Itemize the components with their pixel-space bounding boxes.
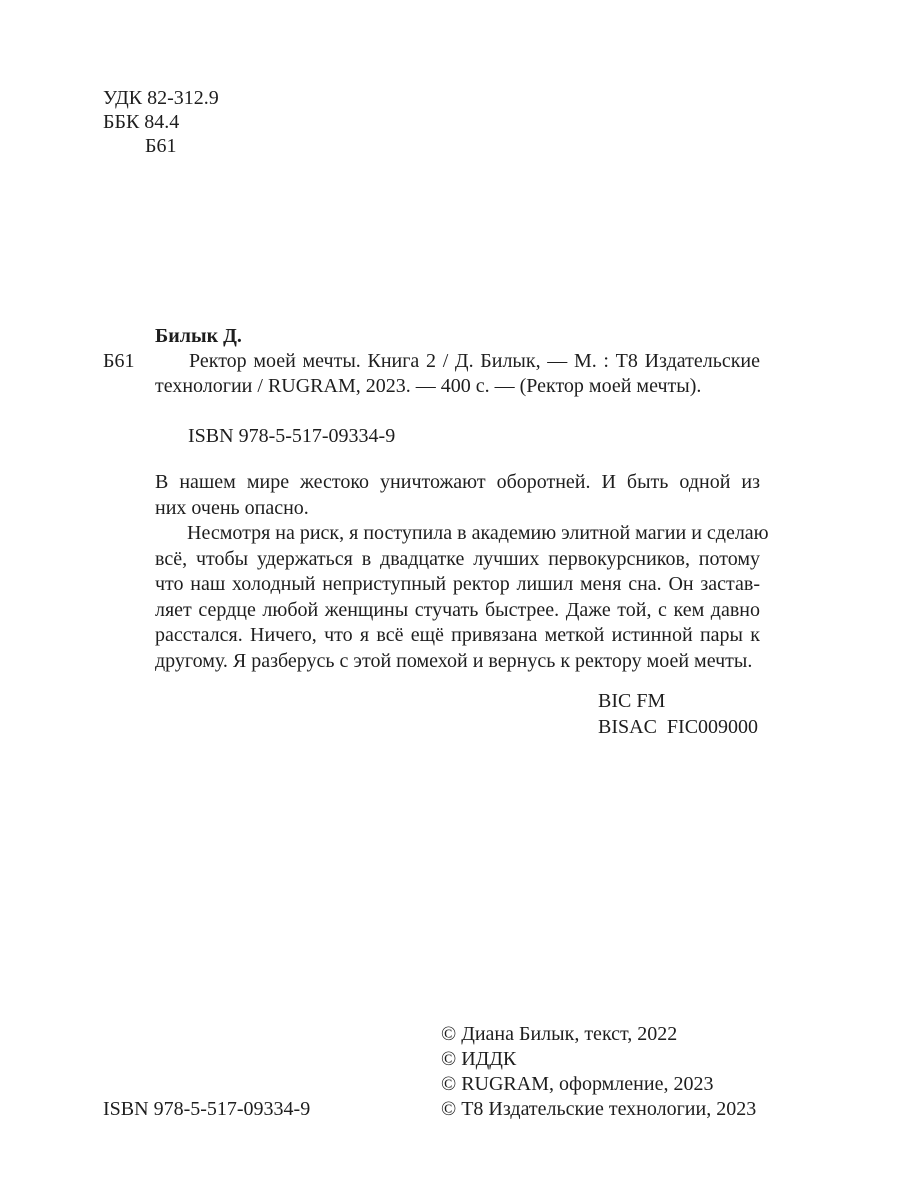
copyright-line: © Т8 Издательские технологии, 2023 bbox=[441, 1098, 757, 1120]
copyright-notices bbox=[441, 1022, 756, 1122]
annotation-line: расстался. Ничего, что я всё ещё привязана меткой истинной пары к bbox=[155, 624, 760, 646]
annotation bbox=[155, 470, 769, 674]
copyright-line: © RUGRAM, оформление, 2023 bbox=[441, 1073, 714, 1095]
footer-isbn: ISBN 978-5-517-09334-9 bbox=[103, 1098, 311, 1120]
subject-classification bbox=[598, 688, 758, 740]
annotation-line: Несмотря на риск, я поступила в академию элитной магии и сделаю bbox=[187, 522, 769, 544]
annotation-line: другому. Я разберусь с этой помехой и вернусь к ректору моей мечты. bbox=[155, 649, 753, 672]
bib-line: Ректор моей мечты. Книга 2 / Д. Билык, — М. : Т8 Издательские bbox=[189, 350, 760, 372]
annotation-line: что наш холодный неприступный ректор лишил меня сна. Он застав- bbox=[155, 573, 760, 595]
annotation-line: них очень опасно. bbox=[155, 496, 309, 519]
annotation-line: В нашем мире жестоко уничтожают оборотней. И быть одной из bbox=[155, 471, 760, 493]
author-name: Билык Д. bbox=[155, 325, 242, 347]
bbk-code: ББК 84.4 bbox=[103, 111, 180, 133]
isbn-number: ISBN 978-5-517-09334-9 bbox=[188, 425, 396, 447]
cutter-mark: Б61 bbox=[103, 350, 135, 372]
bib-line: технологии / RUGRAM, 2023. — 400 с. — (Ректор моей мечты). bbox=[155, 375, 702, 397]
copyright-line: © Диана Билык, текст, 2022 bbox=[441, 1023, 678, 1045]
bic-code: BIC FM bbox=[598, 690, 666, 712]
copyright-line: © ИДДК bbox=[441, 1048, 517, 1070]
annotation-line: ляет сердце любой женщины стучать быстрее. Даже той, с кем давно bbox=[155, 598, 760, 621]
cutter-code: Б61 bbox=[145, 135, 177, 157]
annotation-line: всё, чтобы удержаться в двадцатке лучших первокурсников, потому bbox=[155, 547, 760, 570]
classification-codes bbox=[103, 86, 219, 158]
udk-code: УДК 82-312.9 bbox=[103, 87, 219, 109]
bisac-code: BISAC FIC009000 bbox=[598, 716, 759, 738]
bibliographic-description bbox=[155, 349, 760, 399]
